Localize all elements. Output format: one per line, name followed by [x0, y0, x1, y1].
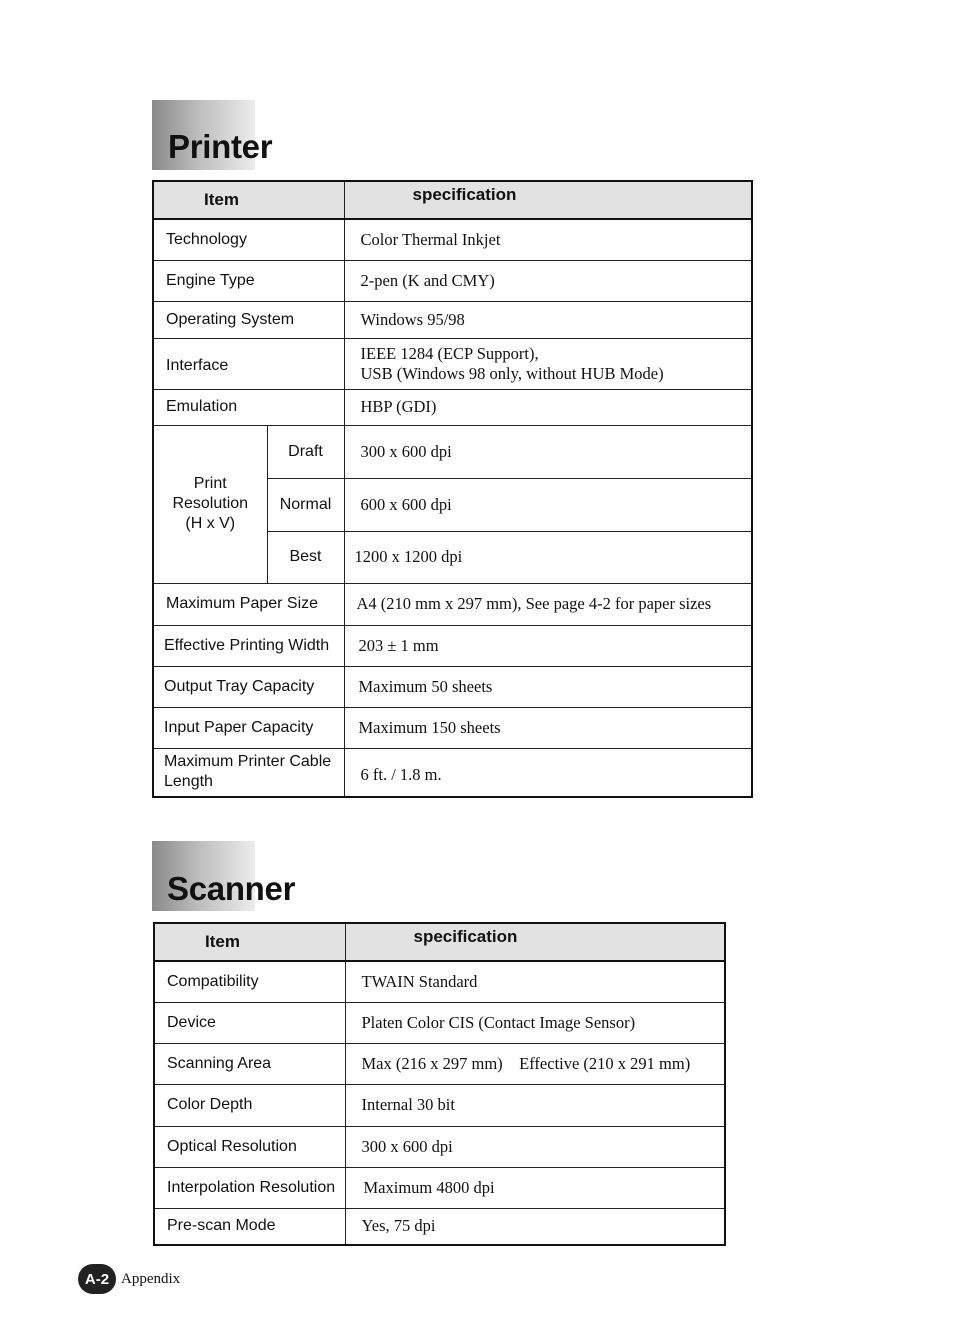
row-label-line: Maximum Printer Cable	[164, 753, 332, 771]
table-row	[154, 1167, 725, 1208]
row-label: Interface	[153, 338, 344, 389]
row-label: Device	[154, 1002, 345, 1043]
row-value: Maximum 150 sheets	[344, 707, 752, 748]
table-row	[153, 389, 752, 425]
resolution-label-line: (H x V)	[185, 515, 236, 532]
row-value: Maximum 50 sheets	[344, 666, 752, 707]
table-row	[154, 1002, 725, 1043]
table-row	[153, 338, 752, 389]
row-value-line: IEEE 1284 (ECP Support),	[360, 343, 539, 363]
row-value: 203 ± 1 mm	[344, 625, 752, 666]
resolution-label-line: Print	[193, 475, 227, 492]
scanner-title: Scanner	[167, 870, 296, 907]
row-value: TWAIN Standard	[345, 961, 725, 1002]
row-label: Optical Resolution	[154, 1126, 345, 1167]
row-value: Platen Color CIS (Contact Image Sensor)	[345, 1002, 725, 1043]
resolution-mode: Best	[267, 531, 344, 583]
table-row	[153, 707, 752, 748]
row-label: Output Tray Capacity	[153, 666, 344, 707]
table-row	[153, 425, 752, 478]
row-label: Interpolation Resolution	[154, 1167, 345, 1208]
row-label: Maximum Paper Size	[153, 583, 344, 625]
row-value	[344, 338, 752, 389]
row-label: Compatibility	[154, 961, 345, 1002]
table-row	[153, 301, 752, 338]
row-value: 6 ft. / 1.8 m.	[344, 748, 752, 797]
row-label-line: Length	[164, 773, 213, 791]
table-row	[154, 961, 725, 1002]
scanner-spec-table	[153, 922, 726, 1246]
row-label: Operating System	[153, 301, 344, 338]
printer-header-spec: specification	[344, 181, 752, 219]
printer-spec-table	[152, 180, 753, 798]
resolution-mode: Normal	[267, 478, 344, 531]
row-label: Effective Printing Width	[153, 625, 344, 666]
row-value: 2-pen (K and CMY)	[344, 260, 752, 301]
row-value-line: USB (Windows 98 only, without HUB Mode)	[360, 363, 664, 383]
resolution-mode: Draft	[267, 425, 344, 478]
table-row	[153, 219, 752, 260]
row-label: Color Depth	[154, 1084, 345, 1126]
table-row	[153, 748, 752, 797]
table-row	[153, 666, 752, 707]
row-label: Technology	[153, 219, 344, 260]
row-value: 600 x 600 dpi	[344, 478, 752, 531]
row-value: Maximum 4800 dpi	[345, 1167, 725, 1208]
row-label: Pre-scan Mode	[154, 1208, 345, 1245]
scanner-header-item: Item	[154, 923, 345, 961]
resolution-label	[153, 425, 267, 583]
scanner-table-header	[154, 923, 725, 961]
table-row	[154, 1208, 725, 1245]
table-row	[154, 1043, 725, 1084]
table-row	[153, 260, 752, 301]
row-value: 1200 x 1200 dpi	[344, 531, 752, 583]
printer-table-header	[153, 181, 752, 219]
row-value: Internal 30 bit	[345, 1084, 725, 1126]
row-label: Input Paper Capacity	[153, 707, 344, 748]
resolution-label-line: Resolution	[172, 495, 249, 512]
table-row	[153, 625, 752, 666]
page-footer	[78, 1264, 180, 1294]
row-label: Emulation	[153, 389, 344, 425]
printer-header-item: Item	[153, 181, 344, 219]
row-value: 300 x 600 dpi	[344, 425, 752, 478]
row-label: Scanning Area	[154, 1043, 345, 1084]
row-value: Color Thermal Inkjet	[344, 219, 752, 260]
page-number-badge: A-2	[78, 1264, 116, 1294]
table-row	[154, 1126, 725, 1167]
table-row	[154, 1084, 725, 1126]
table-row	[153, 583, 752, 625]
row-label: Engine Type	[153, 260, 344, 301]
section-label: Appendix	[121, 1270, 181, 1287]
row-value: A4 (210 mm x 297 mm), See page 4-2 for paper sizes	[344, 583, 752, 625]
printer-title: Printer	[168, 128, 273, 165]
scanner-header-spec: specification	[345, 923, 725, 961]
row-label	[153, 748, 344, 797]
row-value: Windows 95/98	[344, 301, 752, 338]
row-value: Yes, 75 dpi	[345, 1208, 725, 1245]
row-value: Max (216 x 297 mm) Effective (210 x 291 mm)	[345, 1043, 725, 1084]
row-value: 300 x 600 dpi	[345, 1126, 725, 1167]
row-value: HBP (GDI)	[344, 389, 752, 425]
